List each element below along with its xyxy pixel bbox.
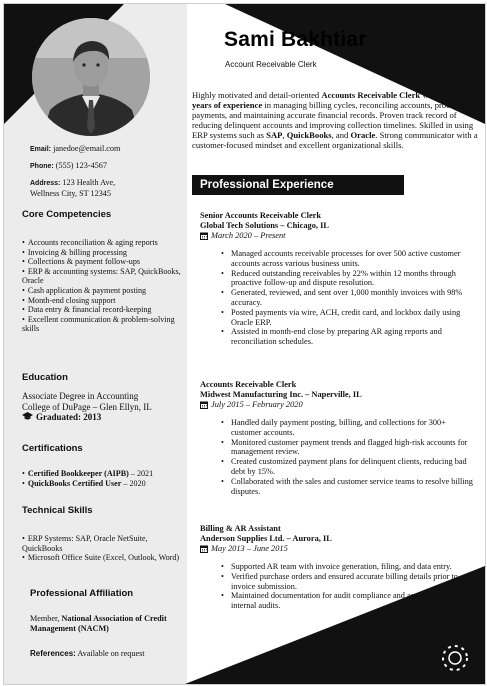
technical-skills-heading: Technical Skills [22,505,93,516]
references [30,649,145,658]
degree: Associate Degree in Accounting [22,391,139,401]
certification-name: Certified Bookkeeper (AIPB) [27,469,129,478]
competency-item: • ERP & accounting systems: SAP, QuickBooks, Oracle [22,267,182,286]
certification-item [22,479,182,489]
competency-item: • Cash application & payment posting [22,286,182,296]
email-label: Email: [30,146,52,153]
calendar-icon [200,232,208,240]
experience-heading: Professional Experience [192,175,404,195]
job-dates [200,231,475,241]
graduation [22,412,184,423]
job-dates-text: July 2015 – February 2020 [211,400,303,409]
job-entry [200,380,475,496]
contact-email [30,144,120,155]
job-company: Midwest Manufacturing Inc. – Naperville, IL [200,390,362,399]
phone-value: (555) 123-4567 [55,161,107,170]
affiliation-text [30,614,180,634]
technical-skill-item: • ERP Systems: SAP, Oracle NetSuite, QuickBooks [22,534,182,553]
technical-skills-list [22,534,182,563]
job-bullet: • Managed accounts receivable processes for over 500 active customer accounts across various business units. [231,249,475,269]
competency-item: • Collections & payment follow-ups [22,257,182,267]
certifications-list [22,469,182,488]
summary-text: . Strong communicator with a customer-focused mindset and excellent organizational skills. [192,130,478,150]
professional-summary [192,90,480,150]
graduation-cap-icon [22,412,33,423]
education-block [22,391,184,423]
job-bullet: • Maintained documentation for audit compliance and assisted during internal audits. [231,591,475,611]
job-title: Accounts Receivable Clerk [200,380,297,389]
job-bullet: • Reduced outstanding receivables by 22% within 12 months through proactive follow-up and dispute resolution. [231,269,475,289]
job-dates [200,544,475,554]
job-bullet: • Generated, reviewed, and sent over 1,000 monthly invoices with 98% accuracy. [231,288,475,308]
summary-highlight: 8 years of experience [192,90,462,110]
job-bullets [200,418,475,496]
address-label: Address: [30,180,61,187]
job-entry [200,524,475,611]
technical-skill-item: • Microsoft Office Suite (Excel, Outlook, Word) [22,553,182,563]
references-label: References: [30,649,76,658]
references-value: Available on request [75,649,145,658]
summary-highlight: QuickBooks [286,130,332,140]
candidate-name: Sami Bakhtiar [224,28,367,51]
certification-year: – 2020 [121,478,146,488]
education-heading: Education [22,372,68,383]
competency-item: • Month-end closing support [22,296,182,306]
certifications-heading: Certifications [22,443,83,454]
summary-highlight: Oracle [350,130,376,140]
affiliation-heading: Professional Affiliation [30,588,134,599]
summary-text: Highly motivated and detail-oriented [192,90,322,100]
summary-text: , [282,130,287,140]
email-value[interactable]: janedoe@email.com [53,144,121,153]
job-bullet: • Created customized payment plans for delinquent clients, reducing bad debt by 15%. [231,457,475,477]
certification-name: QuickBooks Certified User [27,478,122,488]
contact-address [30,178,115,199]
job-entry [200,211,475,347]
job-title: Senior Accounts Receivable Clerk [200,211,322,220]
competency-item: • Invoicing & billing processing [22,248,182,258]
calendar-icon [200,401,208,409]
affiliation-prefix: Member, [30,614,62,623]
profile-photo [32,18,150,136]
job-dates [200,400,475,410]
job-bullet: • Handled daily payment posting, billing, and collections for 300+ customer accounts. [231,418,475,438]
job-bullets [200,562,475,611]
job-bullet: • Supported AR team with invoice generation, filing, and data entry. [231,562,475,572]
competency-item: • Excellent communication & problem-solving skills [22,315,182,334]
competency-item: • Accounts reconciliation & aging reports [22,238,182,248]
job-bullet: • Posted payments via wire, ACH, credit card, and lockbox daily using Oracle ERP. [231,308,475,328]
job-company: Anderson Supplies Ltd. – Aurora, IL [200,534,332,543]
competency-item: • Data entry & financial record-keeping [22,305,182,315]
summary-text: in managing billing cycles, reconciling accounts, processing payments, and maintaining accurate financial records. Proven track record of reducing delinquent accounts and improving collection timelines. Skilled in using ERP systems such as [192,100,474,140]
address-line2: Wellness City, ST 12345 [30,189,111,198]
job-company: Global Tech Solutions – Chicago, IL [200,221,329,230]
job-dates-text: March 2020 – Present [211,231,286,240]
job-bullet: • Monitored customer payment trends and flagged high-risk accounts for management review. [231,438,475,458]
competencies-heading: Core Competencies [22,209,112,220]
contact-phone [30,161,107,172]
school: College of DuPage – Glen Ellyn, IL [22,401,152,412]
job-title: Billing & AR Assistant [200,524,281,533]
calendar-icon [200,545,208,553]
resume-page [3,3,486,685]
corner-emblem-icon [435,638,475,678]
job-bullet: • Verified purchase orders and ensured accurate billing details prior to invoice submission. [231,572,475,592]
graduation-year: Graduated: 2013 [36,412,102,422]
competencies-list [22,238,182,334]
summary-highlight: Accounts Receivable Clerk [321,90,421,100]
phone-label: Phone: [30,163,54,170]
job-bullets [200,249,475,347]
address-line1: 123 Health Ave, [62,178,116,187]
job-bullet: • Assisted in month-end close by preparing AR aging reports and reconciliation schedules. [231,327,475,347]
summary-highlight: SAP [266,130,283,140]
job-bullet: • Collaborated with the sales and customer service teams to resolve billing disputes. [231,477,475,497]
affiliation-org: National Association of Credit Management (NACM) [30,614,167,633]
candidate-role: Account Receivable Clerk [225,60,317,69]
summary-text: with over [420,90,458,100]
job-dates-text: May 2013 – June 2015 [211,544,288,553]
summary-text: , and [331,130,351,140]
certification-item [22,469,182,479]
certification-year: – 2021 [128,469,154,478]
